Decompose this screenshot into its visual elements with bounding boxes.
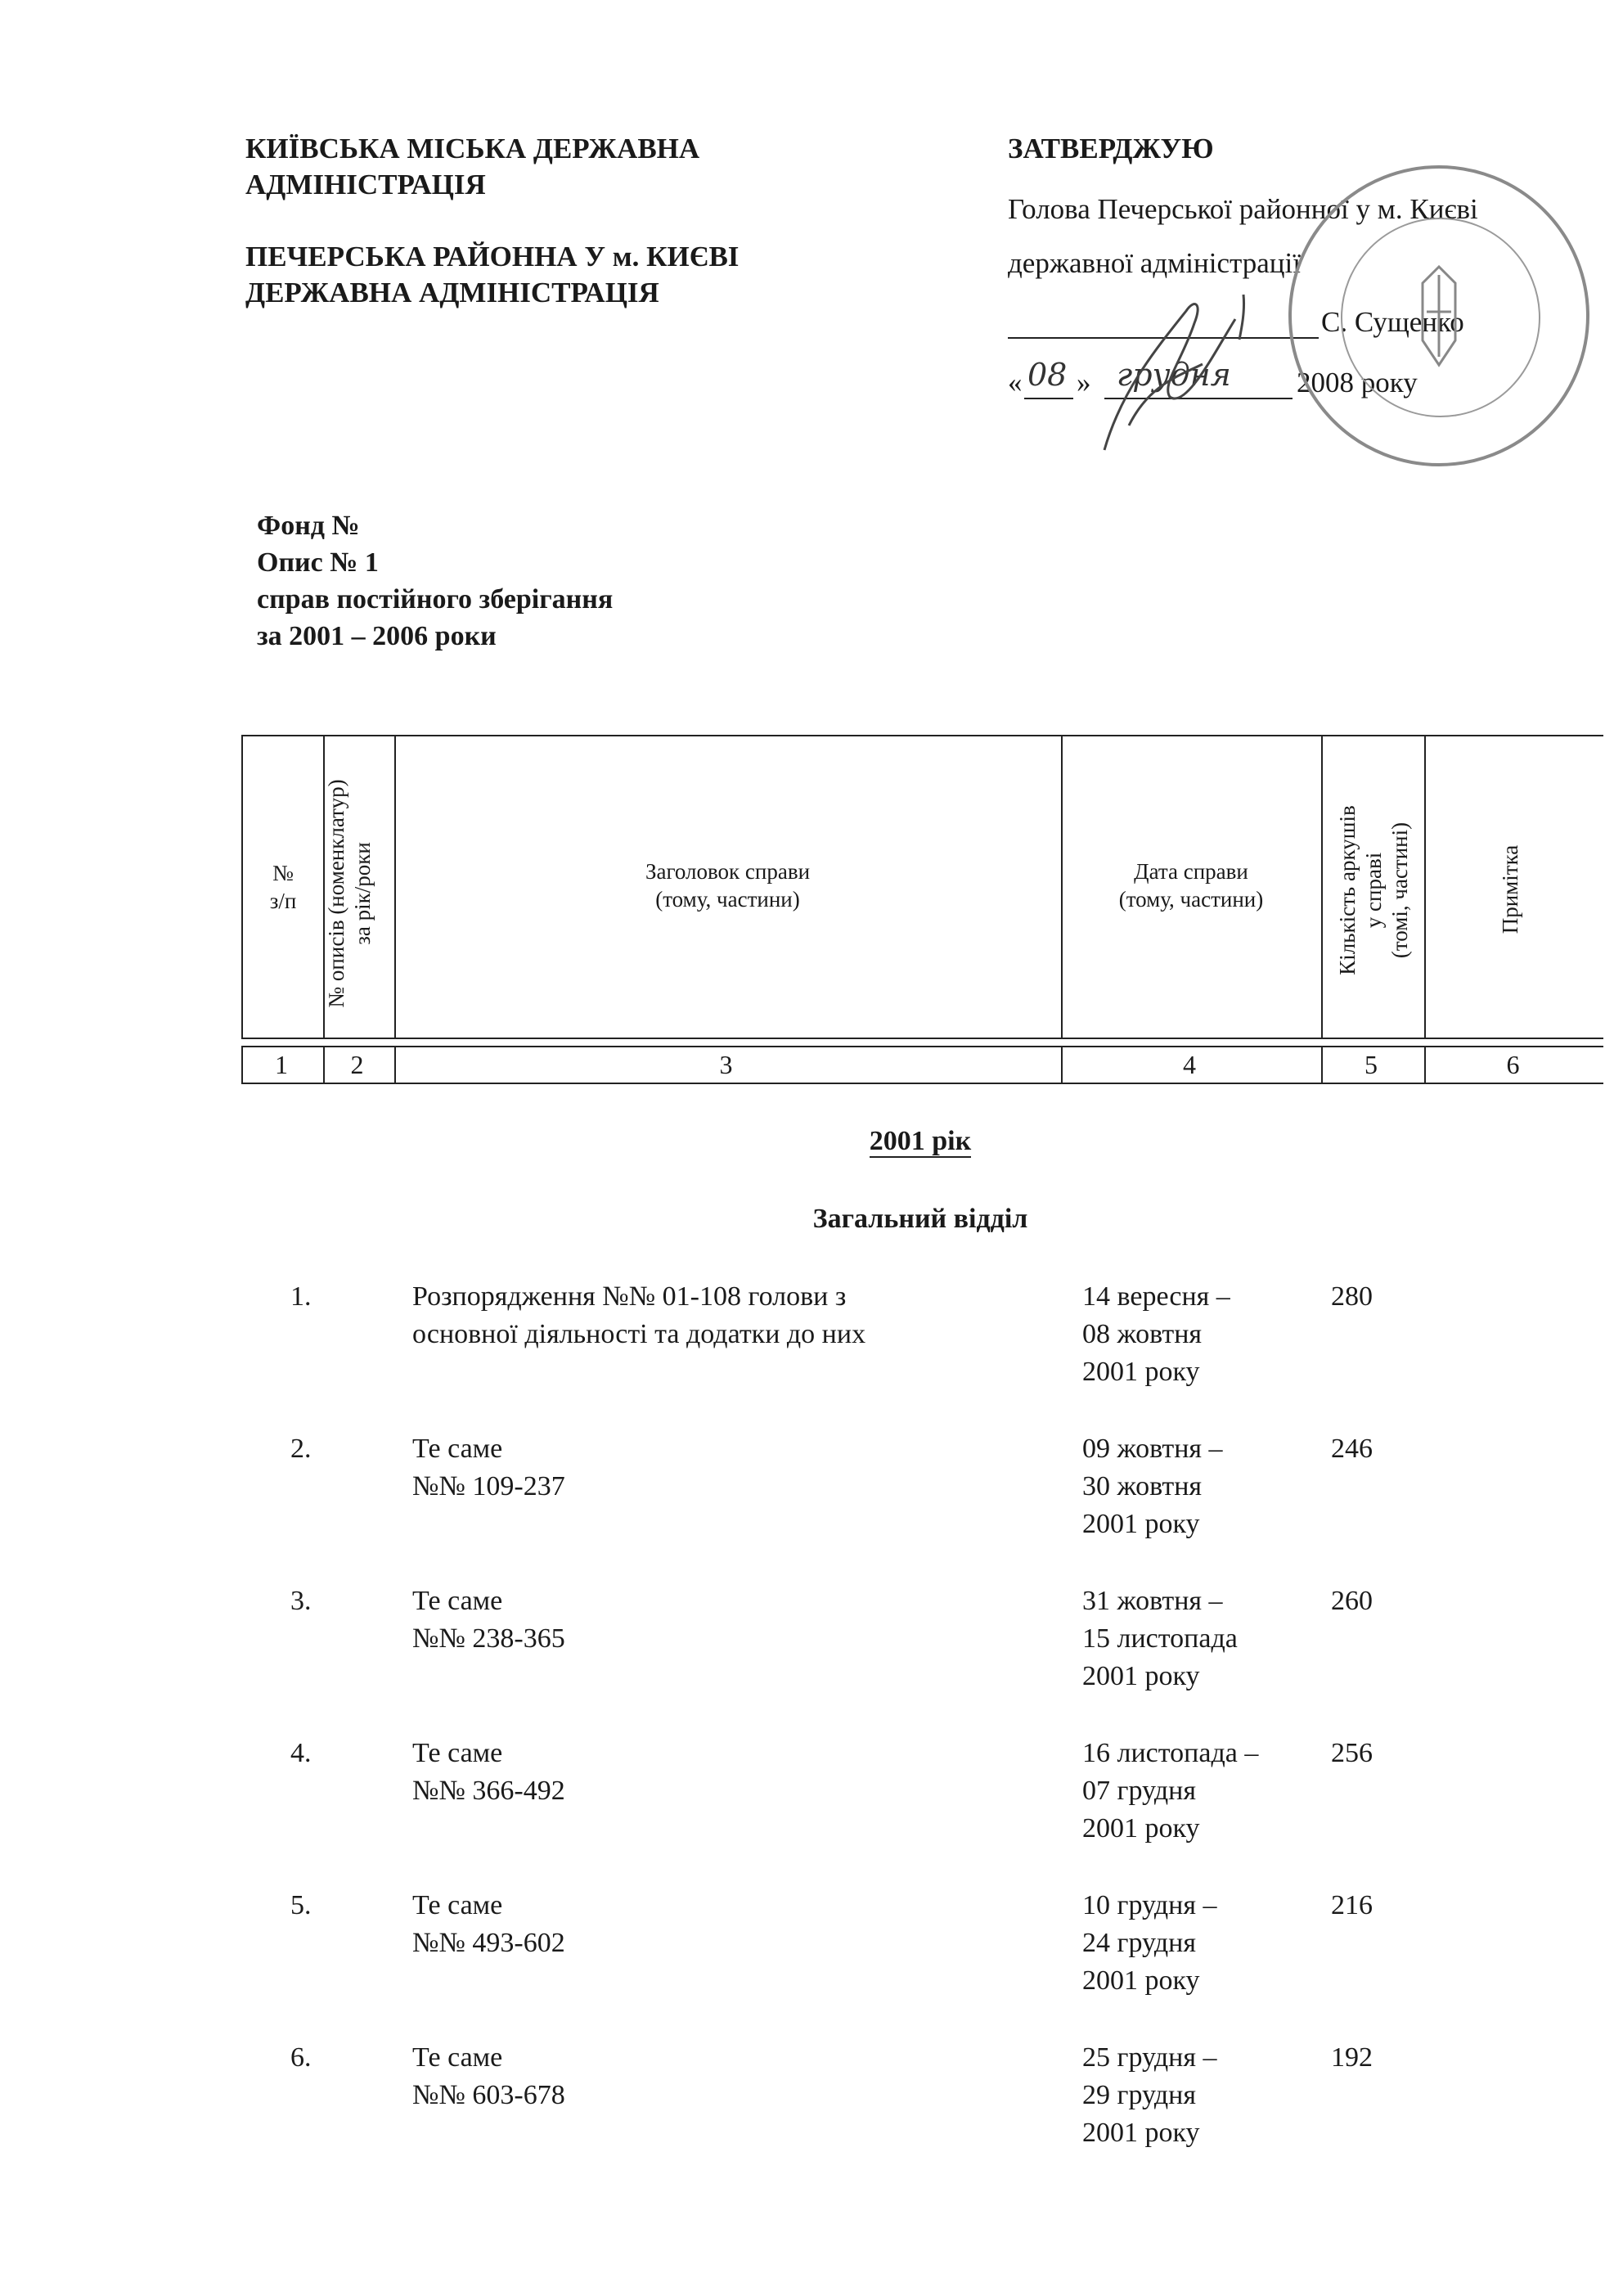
- row-sheets: 216: [1331, 1890, 1373, 1920]
- row-title: Те саме №№ 603-678: [412, 2042, 565, 2110]
- row-number: 3.: [290, 1586, 312, 1616]
- inventory-type: справ постійного зберігання: [257, 584, 614, 615]
- col-sheets-header: Кількість аркушів у справі (томі, частині): [1335, 805, 1412, 975]
- approval-line-2: державної адміністрації: [1008, 247, 1301, 279]
- date-day-underline: [1024, 398, 1073, 399]
- inventory-years: за 2001 – 2006 роки: [257, 621, 497, 651]
- row-sheets: 260: [1331, 1586, 1373, 1616]
- org-line-1: КИЇВСЬКА МІСЬКА ДЕРЖАВНА: [245, 133, 700, 164]
- col-num-5: 5: [1364, 1050, 1378, 1079]
- row-title: Те саме №№ 366-492: [412, 1738, 565, 1806]
- col-num-1: 1: [275, 1050, 288, 1079]
- inventory-number: Опис № 1: [257, 547, 379, 578]
- approval-title: ЗАТВЕРДЖУЮ: [1008, 133, 1214, 164]
- row-date: 10 грудня – 24 грудня 2001 року: [1082, 1890, 1217, 1996]
- fund-number: Фонд №: [257, 511, 360, 541]
- table-header: [241, 735, 1603, 1084]
- col-num-6: 6: [1506, 1050, 1520, 1079]
- row-title: Те саме №№ 493-602: [412, 1890, 565, 1958]
- date-month: грудня: [1117, 357, 1231, 393]
- row-sheets: 280: [1331, 1281, 1373, 1312]
- official-stamp-icon: [1288, 165, 1589, 466]
- col-number-header: № з/п: [269, 861, 297, 913]
- row-date: 31 жовтня – 15 листопада 2001 року: [1082, 1586, 1238, 1691]
- col-num-3: 3: [719, 1050, 733, 1079]
- row-date: 09 жовтня – 30 жовтня 2001 року: [1082, 1434, 1223, 1539]
- org-line-2: АДМІНІСТРАЦІЯ: [245, 169, 486, 200]
- row-number: 1.: [290, 1281, 312, 1312]
- row-sheets: 256: [1331, 1738, 1373, 1768]
- stamp-emblem: [1292, 169, 1586, 463]
- row-title: Те саме №№ 109-237: [412, 1434, 565, 1501]
- org-line-4: ДЕРЖАВНА АДМІНІСТРАЦІЯ: [245, 277, 659, 308]
- col-inventory-header: № описів (номенклатур) за рік/роки: [324, 779, 375, 1008]
- approval-line-1: Голова Печерської районної у м. Києві: [1008, 193, 1478, 225]
- signature-icon: [1072, 262, 1325, 475]
- org-line-3: ПЕЧЕРСЬКА РАЙОННА У м. КИЄВІ: [245, 241, 740, 272]
- year-heading: 2001 рік: [869, 1126, 972, 1156]
- col-title-header: Заголовок справи (тому, частини): [645, 859, 811, 912]
- col-num-2: 2: [350, 1050, 364, 1079]
- row-number: 2.: [290, 1434, 312, 1464]
- row-sheets: 246: [1331, 1434, 1373, 1464]
- row-number: 5.: [290, 1890, 312, 1920]
- row-date: 16 листопада – 07 грудня 2001 року: [1082, 1738, 1259, 1844]
- col-date-header: Дата справи (тому, частини): [1118, 859, 1264, 912]
- col-num-4: 4: [1183, 1050, 1196, 1079]
- row-date: 25 грудня – 29 грудня 2001 року: [1082, 2042, 1217, 2148]
- row-number: 4.: [290, 1738, 312, 1768]
- fund-block: [257, 507, 613, 655]
- signer-name: С. Сущенко: [1321, 306, 1464, 338]
- header-row: [241, 735, 1603, 1039]
- date-open-quote: «: [1008, 367, 1023, 398]
- date-year: 2008 року: [1297, 367, 1418, 398]
- organization-header: [245, 131, 739, 311]
- row-title: Розпорядження №№ 01-108 голови з основної діяльності та додатки до них: [412, 1281, 866, 1349]
- row-number: 6.: [290, 2042, 312, 2073]
- row-date: 14 вересня – 08 жовтня 2001 року: [1082, 1281, 1230, 1387]
- col-notes-header: Примітка: [1498, 844, 1522, 934]
- date-day: 08: [1027, 357, 1068, 393]
- row-title: Те саме №№ 238-365: [412, 1586, 565, 1654]
- row-sheets: 192: [1331, 2042, 1373, 2073]
- department-heading: Загальний відділ: [812, 1204, 1028, 1234]
- date-close-quote: »: [1077, 367, 1091, 398]
